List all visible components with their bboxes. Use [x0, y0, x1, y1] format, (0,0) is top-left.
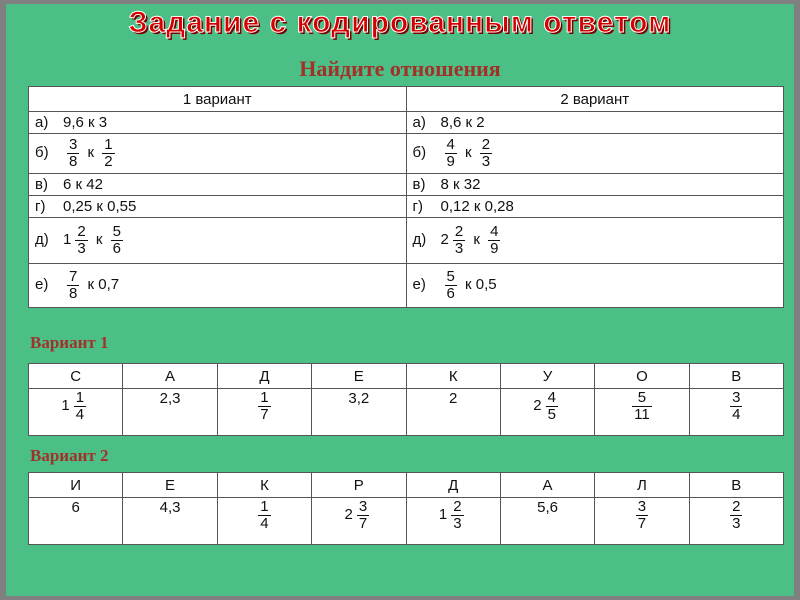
task-ratio-word: к	[473, 198, 481, 215]
fraction	[453, 224, 465, 257]
task-ratio-word: к	[465, 276, 472, 294]
code-value	[217, 389, 311, 436]
numerator: 3	[637, 498, 647, 515]
code-value	[595, 389, 689, 436]
code-value	[500, 498, 594, 545]
task-right-value: 2	[476, 114, 485, 131]
numerator: 4	[446, 136, 455, 154]
fraction	[102, 137, 114, 170]
fraction	[75, 224, 87, 257]
code-letter: А	[500, 473, 594, 498]
task-cell	[406, 134, 784, 174]
fraction	[451, 499, 463, 532]
task-right-value: 0,28	[484, 198, 514, 215]
code-value	[689, 389, 783, 436]
task-label: а)	[412, 114, 426, 131]
task-cell	[29, 264, 407, 308]
code-number: 2	[449, 390, 458, 407]
task-cell	[29, 174, 407, 196]
numerator: 5	[446, 268, 455, 286]
task-row	[29, 264, 784, 308]
code-letter: Л	[595, 473, 689, 498]
variant1-values-row	[29, 389, 784, 436]
fraction	[730, 499, 742, 532]
variant1-letters-row	[29, 364, 784, 389]
numerator: 3	[358, 498, 368, 515]
numerator: 3	[732, 389, 741, 406]
code-letter: О	[595, 364, 689, 389]
code-letter: Е	[312, 364, 406, 389]
task-ratio-word: к	[465, 114, 473, 131]
variant2-values-row	[29, 498, 784, 545]
task-ratio-word: к	[453, 176, 460, 193]
code-letter: К	[406, 364, 500, 389]
slide-subtitle: Найдите отношения	[299, 56, 501, 81]
whole-part: 1	[63, 231, 72, 249]
denominator: 3	[453, 514, 462, 532]
task-row	[29, 174, 784, 196]
denominator: 3	[732, 514, 741, 532]
numerator: 2	[77, 223, 86, 241]
variant2-letters-row	[29, 473, 784, 498]
fraction	[258, 390, 270, 423]
tasks-header-variant1: 1 вариант	[29, 87, 407, 112]
task-left-value: 8	[440, 176, 449, 193]
task-cell	[29, 134, 407, 174]
code-letter: В	[689, 473, 783, 498]
denominator: 5	[547, 405, 556, 423]
tasks-table	[28, 86, 784, 308]
denominator: 2	[104, 153, 113, 170]
fraction	[67, 137, 79, 170]
task-cell	[406, 218, 784, 264]
fraction	[74, 390, 86, 423]
code-value	[406, 389, 500, 436]
task-ratio-word: к	[75, 176, 83, 193]
denominator: 6	[446, 285, 455, 302]
fraction	[445, 269, 457, 302]
task-row	[29, 196, 784, 218]
task-left-value: 0,12	[440, 198, 470, 215]
denominator: 3	[454, 240, 464, 257]
task-left-value: 8,6	[440, 114, 462, 131]
fraction	[258, 499, 270, 532]
code-value	[406, 498, 500, 545]
code-letter: Р	[312, 473, 406, 498]
variant1-heading: Вариант 1	[30, 333, 109, 352]
numerator: 4	[547, 389, 556, 406]
code-letter: А	[123, 364, 217, 389]
fraction	[632, 390, 652, 423]
task-right-value: 32	[463, 176, 481, 193]
variant1-code-table	[28, 363, 784, 436]
code-letter: В	[689, 364, 783, 389]
numerator: 3	[69, 136, 78, 154]
task-cell	[29, 218, 407, 264]
task-row	[29, 112, 784, 134]
task-cell	[29, 196, 407, 218]
denominator: 7	[260, 405, 269, 423]
task-ratio-word: к	[96, 198, 103, 215]
numerator: 4	[490, 223, 499, 241]
fraction	[730, 390, 742, 423]
task-ratio-word: к	[465, 144, 472, 162]
code-value	[595, 498, 689, 545]
task-ratio-word: к	[87, 144, 95, 162]
task-right-value: 3	[98, 114, 108, 131]
task-right-value: 42	[86, 176, 103, 193]
numerator: 7	[69, 268, 78, 286]
denominator: 3	[77, 240, 86, 257]
code-value	[29, 389, 123, 436]
task-cell	[406, 112, 784, 134]
denominator: 4	[732, 405, 741, 423]
denominator: 11	[634, 405, 650, 423]
task-right-value: 0,5	[475, 276, 497, 294]
whole-part: 2	[440, 231, 449, 249]
task-label: а)	[35, 114, 49, 131]
fraction	[480, 137, 492, 170]
numerator: 1	[75, 389, 85, 406]
denominator: 8	[69, 285, 78, 302]
fraction	[67, 269, 79, 302]
task-label: в)	[35, 176, 48, 193]
task-ratio-word: к	[88, 114, 95, 131]
numerator: 1	[104, 136, 113, 154]
task-label: е)	[35, 276, 49, 294]
code-value	[500, 389, 594, 436]
task-cell	[406, 174, 784, 196]
fraction	[111, 224, 123, 257]
task-left-value: 0,25	[63, 198, 93, 215]
code-letter: Д	[217, 364, 311, 389]
denominator: 4	[260, 514, 269, 532]
denominator: 3	[481, 153, 491, 170]
code-letter: Д	[406, 473, 500, 498]
numerator: 1	[260, 389, 269, 406]
task-row	[29, 134, 784, 174]
fraction	[636, 499, 648, 532]
task-cell	[406, 264, 784, 308]
task-label: г)	[412, 198, 423, 215]
whole-part: 2	[533, 397, 542, 415]
numerator: 2	[732, 498, 741, 515]
task-label: г)	[35, 198, 46, 215]
numerator: 2	[453, 498, 462, 515]
task-left-value: 6	[63, 176, 72, 193]
numerator: 5	[632, 390, 652, 407]
numerator: 1	[260, 498, 269, 515]
code-number: 6	[71, 499, 80, 516]
denominator: 9	[490, 240, 499, 257]
code-number: 2,3	[159, 390, 181, 407]
whole-part: 1	[438, 506, 448, 524]
denominator: 4	[75, 405, 85, 423]
task-cell	[29, 112, 407, 134]
task-right-value: 0,7	[98, 276, 120, 294]
code-letter: И	[29, 473, 123, 498]
task-label: б)	[35, 144, 49, 162]
code-value	[312, 389, 406, 436]
code-value	[123, 498, 217, 545]
numerator: 2	[481, 136, 491, 154]
denominator: 9	[446, 153, 455, 170]
code-number: 5,6	[537, 499, 558, 516]
numerator: 5	[112, 223, 121, 241]
task-label: е)	[412, 276, 426, 294]
task-label: д)	[412, 231, 427, 249]
task-label: б)	[412, 144, 427, 162]
variant2-code-table	[28, 472, 784, 545]
denominator: 8	[69, 153, 78, 170]
whole-part: 2	[344, 506, 353, 524]
denominator: 7	[358, 514, 368, 532]
task-cell	[406, 196, 784, 218]
variant2-heading: Вариант 2	[30, 446, 109, 465]
task-ratio-word: к	[473, 231, 480, 249]
fraction	[445, 137, 457, 170]
task-ratio-word: к	[87, 276, 95, 294]
code-value	[217, 498, 311, 545]
code-value	[312, 498, 406, 545]
slide-title: Задание с кодированным ответом	[128, 6, 672, 39]
code-number: 3,2	[348, 390, 370, 407]
code-value	[29, 498, 123, 545]
task-ratio-word: к	[95, 231, 103, 249]
code-letter: С	[29, 364, 123, 389]
code-letter: Е	[123, 473, 217, 498]
numerator: 2	[454, 223, 464, 241]
denominator: 6	[112, 240, 121, 257]
fraction	[488, 224, 500, 257]
denominator: 7	[637, 514, 647, 532]
code-number: 4,3	[159, 499, 181, 516]
tasks-header-variant2: 2 вариант	[406, 87, 784, 112]
task-label: д)	[35, 231, 49, 249]
tasks-header-row	[29, 87, 784, 112]
fraction	[357, 499, 369, 532]
code-value	[689, 498, 783, 545]
task-left-value: 9,6	[63, 114, 84, 131]
task-row	[29, 218, 784, 264]
task-right-value: 0,55	[107, 198, 137, 215]
whole-part: 1	[61, 397, 70, 415]
code-letter: К	[217, 473, 311, 498]
fraction	[546, 390, 558, 423]
code-letter: У	[500, 364, 594, 389]
code-value	[123, 389, 217, 436]
task-label: в)	[412, 176, 426, 193]
